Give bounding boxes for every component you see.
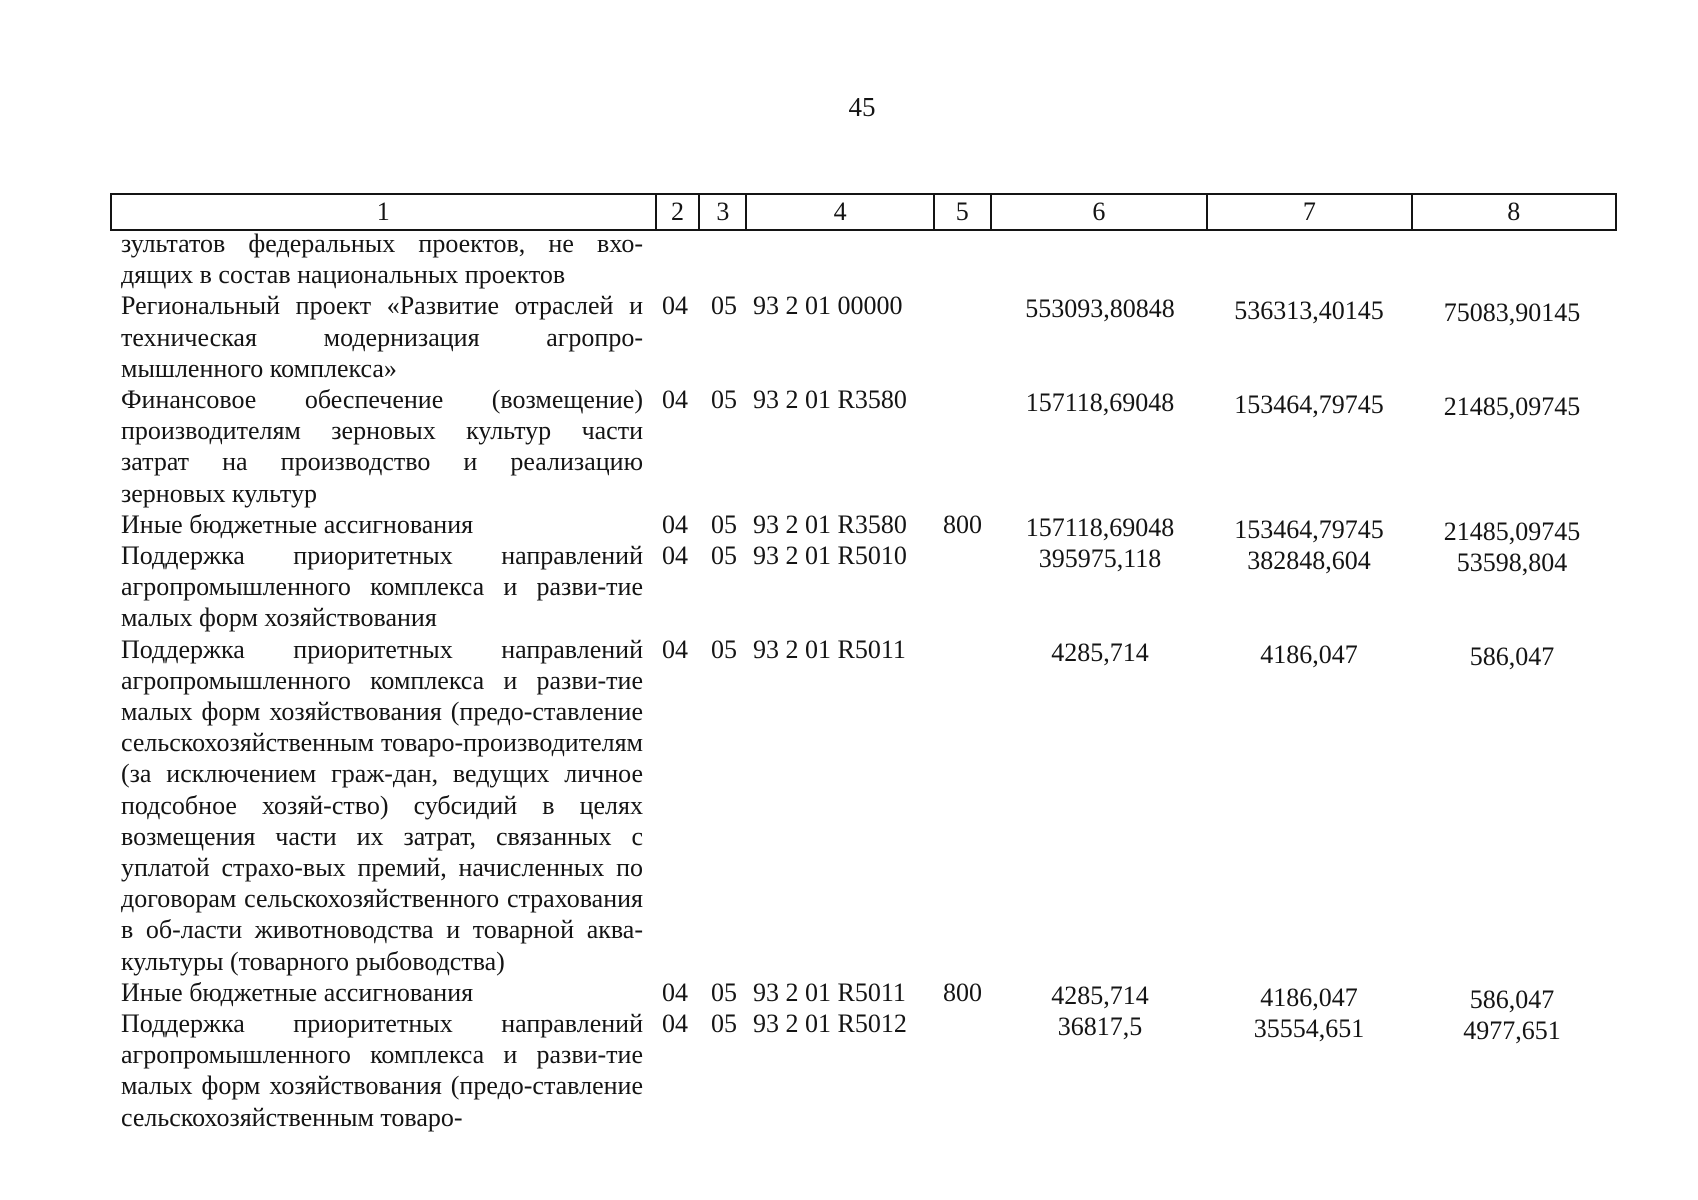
row-section: 04 [662,385,688,415]
table-row: Поддержка приоритетных направлений агропромышленного комплекса и разви-тие малых форм хозяйствования (предо-ставление сельскохозяйственным товаро- 04 05 93 2 01 R5012 36817,5 35554,651 4977,651 [121,1009,1561,1132]
row-section: 04 [662,977,688,1007]
table-row: Региональный проект «Развитие отраслей и техническая модернизация агропро-мышленного комплекса» 04 05 93 2 01 00000 553093,80848 536313,40145 75083,90145 [121,291,1581,383]
row-target-code: 93 2 01 R5012 [753,1009,907,1039]
table-row [0,228,1698,290]
header-col-8: 8 [1507,197,1521,226]
row-target-code: 93 2 01 R3580 [753,385,907,415]
row-subsection: 05 [711,291,737,321]
row-name: Поддержка приоритетных направлений агропромышленного комплекса и разви-тие малых форм хозяйствования [121,541,643,633]
row-section: 04 [662,509,688,539]
table-body [0,228,1698,1133]
table-row: Иные бюджетные ассигнования 04 05 93 2 01 R5011 800 4285,714 4186,047 586,047 [121,977,1555,1014]
table-row: Поддержка приоритетных направлений агропромышленного комплекса и разви-тие малых форм хозяйствования 04 05 93 2 01 R5010 395975,118 382848,604 53598,804 [121,541,1568,633]
row-section: 04 [662,634,688,664]
header-col-2: 2 [657,195,701,229]
table-row: Иные бюджетные ассигнования 04 05 93 2 01 R3580 800 157118,69048 153464,79745 21485,09745 [121,509,1581,546]
row-subsection: 05 [711,509,737,539]
row-target-code: 93 2 01 R5011 [753,634,906,664]
row-subsection: 05 [711,977,737,1007]
header-col-1: 1 [112,195,657,229]
header-col-5: 5 [935,195,992,229]
row-expense-type: 800 [943,509,982,539]
page-number: 45 [848,92,876,122]
row-name: Финансовое обеспечение (возмещение) производителям зерновых культур части затрат на производство и реализацию зерновых культур [121,385,643,508]
row-section: 04 [662,541,688,571]
row-name: Поддержка приоритетных направлений агропромышленного комплекса и разви-тие малых форм хозяйствования (предо-ставление сельскохозяйственным товаро- [121,1009,643,1132]
header-col-6: 6 [992,195,1208,229]
row-name: Иные бюджетные ассигнования [121,977,474,1007]
row-target-code: 93 2 01 R5010 [753,541,907,571]
row-name: Региональный проект «Развитие отраслей и техническая модернизация агропро-мышленного комплекса» [121,291,643,383]
row-target-code: 93 2 01 R5011 [753,977,906,1007]
header-col-4: 4 [747,195,935,229]
row-target-code: 93 2 01 00000 [753,291,903,321]
row-subsection: 05 [711,541,737,571]
row-section: 04 [662,291,688,321]
row-name: зультатов федеральных проектов, не вхо-дящих в состав национальных проектов [121,229,643,290]
row-name: Поддержка приоритетных направлений агропромышленного комплекса и разви-тие малых форм хозяйствования (предо-ставление сельскохозяйственным товаро-производителям (за исключением граж-дан, ведущих личное подсобное хозяй-ство) субсидий в целях возмещения части их затрат, связанных с уплатой страхо-вых премий, начисленных по договорам сельскохозяйственного страхования в об-ласти животноводства и товарной аква-культуры (товарного рыбоводства) [121,634,643,976]
header-col-3: 3 [700,195,747,229]
row-name: Иные бюджетные ассигнования [121,509,474,539]
row-subsection: 05 [711,385,737,415]
table-header [110,193,1617,231]
header-col-7: 7 [1208,195,1412,229]
table-row: Поддержка приоритетных направлений агропромышленного комплекса и разви-тие малых форм хозяйствования (предо-ставление сельскохозяйственным товаро-производителям (за исключением граж-дан, ведущих личное подсобное хозяй-ство) субсидий в целях возмещения части их затрат, связанных с уплатой страхо-вых премий, начисленных по договорам сельскохозяйственного страхования в об-ласти животноводства и товарной аква-культуры (товарного рыбоводства) 04 05 93 2 01 R5011 4285,714 4186,047 586,047 [121,634,1555,976]
row-subsection: 05 [711,1009,737,1039]
row-expense-type: 800 [943,977,982,1007]
row-target-code: 93 2 01 R3580 [753,509,907,539]
row-subsection: 05 [711,634,737,664]
row-section: 04 [662,1009,688,1039]
table-row: Финансовое обеспечение (возмещение) производителям зерновых культур части затрат на производство и реализацию зерновых культур 04 05 93 2 01 R3580 157118,69048 153464,79745 21485,09745 [121,385,1581,508]
